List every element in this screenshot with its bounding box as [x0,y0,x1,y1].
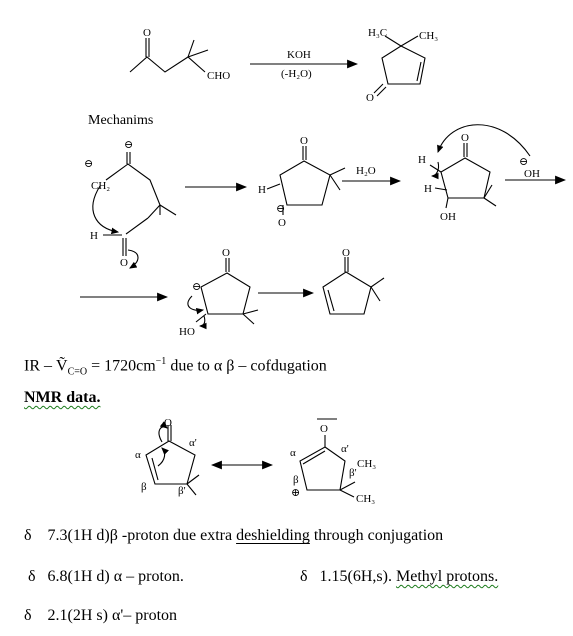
nmr1-beta-prime: β' [178,485,186,497]
ir-line [24,353,327,382]
mech4-minus: ⊖ [192,281,202,293]
mech-enolate [84,139,176,269]
product-enone [366,27,438,104]
nmr2-ch3-bottom: CH₃ [356,493,376,505]
nmr-line-1-tail: through conjugation [313,527,444,544]
nmr-line-2-text: 6.8(1H d) α – proton. [47,568,184,585]
mech3-hydroxide: OH [524,168,540,180]
ir-exp: −1 [155,356,167,367]
ir-value: = 1720cm [91,357,156,375]
nmr-line-2 [28,568,184,586]
nmr-line-1-underlined: deshielding [236,527,310,544]
ir-prefix: IR – [24,357,52,375]
carbonyl-oxygen: O [143,27,151,39]
mech-water: H₂O [356,165,376,177]
nmr-line-1-delta: δ [24,527,32,544]
nmr-line-2-delta: δ [28,568,36,585]
mech-arrow-2 [342,165,400,181]
nmr2-alpha-prime: α' [341,443,349,455]
cho-label: CHO [207,70,231,82]
nmr-heading: NMR data. [24,389,101,406]
nmr1-alpha-prime: α' [189,437,197,449]
mech2-minus: ⊖ [276,203,286,215]
mech-alkoxide [258,135,345,229]
ir-nu: Ṽ [56,357,68,375]
methyl-right: CH₃ [419,30,439,42]
mech2-oxygen: O [300,135,308,147]
nmr-line-4-delta: δ [24,607,32,624]
nmr1-beta: β [141,481,147,493]
mech-minus-top: ⊖ [124,139,134,151]
nmr1-oxygen: O [164,417,172,429]
nmr-line-3-underlined: Methyl protons. [395,568,499,585]
ir-suffix: due to α β – cofdugation [170,357,327,375]
mech-carbanion [179,247,258,338]
mech3-h-top: H [418,154,426,166]
enone-oxygen: O [366,92,374,104]
mech-ch2: CH₂ [91,180,111,192]
mech5-oxygen: O [342,247,350,259]
mech3-minus: ⊖ [519,156,529,168]
reagent-koh: KOH [287,49,311,61]
nmr2-beta: β [293,474,299,486]
methyl-left: H₃C [368,27,388,39]
nmr-line-1-text: 7.3(1H d)β -proton due extra [47,527,233,544]
reagent-water-loss: (-H₂O) [281,68,312,80]
nmr-line-3-text: 1.15(6H,s). [319,568,392,585]
mechanism-title: Mechanims [88,113,154,128]
nmr2-beta-prime: β' [349,467,357,479]
mech-final-enone [323,247,384,314]
nmr2-alpha: α [290,447,296,459]
mech-minus-ch2: ⊖ [84,158,94,170]
nmr1-alpha: α [135,449,141,461]
starting-material [130,27,230,82]
mech4-ho: HO [179,326,195,338]
nmr-enolate [290,419,376,505]
nmr-line-3-delta: δ [300,568,308,585]
nmr2-ch3-top: CH₃ [357,458,377,470]
nmr-line-4-text: 2.1(2H s) α'– proton [47,607,178,624]
nmr-enone [135,417,199,497]
nmr-line-3 [300,568,498,586]
mech-aldol [418,125,540,223]
mech3-oh: OH [440,211,456,223]
nmr2-plus: ⊕ [291,487,301,499]
mech4-oxygen: O [222,247,230,259]
mech2-h: H [258,184,266,196]
nmr-line-1 [24,527,443,545]
ir-sub: C=O [67,366,88,378]
nmr-line-4 [24,607,177,625]
mech2-oxygen-b: O [278,217,286,229]
mech3-h-mid: H [424,183,432,195]
mech3-oxygen: O [461,132,469,144]
nmr2-oxygen: O [320,423,328,435]
mech-aldehyde-h: H [90,230,98,242]
mech-aldehyde-oxygen: O [120,257,128,269]
reaction-arrow [250,49,357,80]
